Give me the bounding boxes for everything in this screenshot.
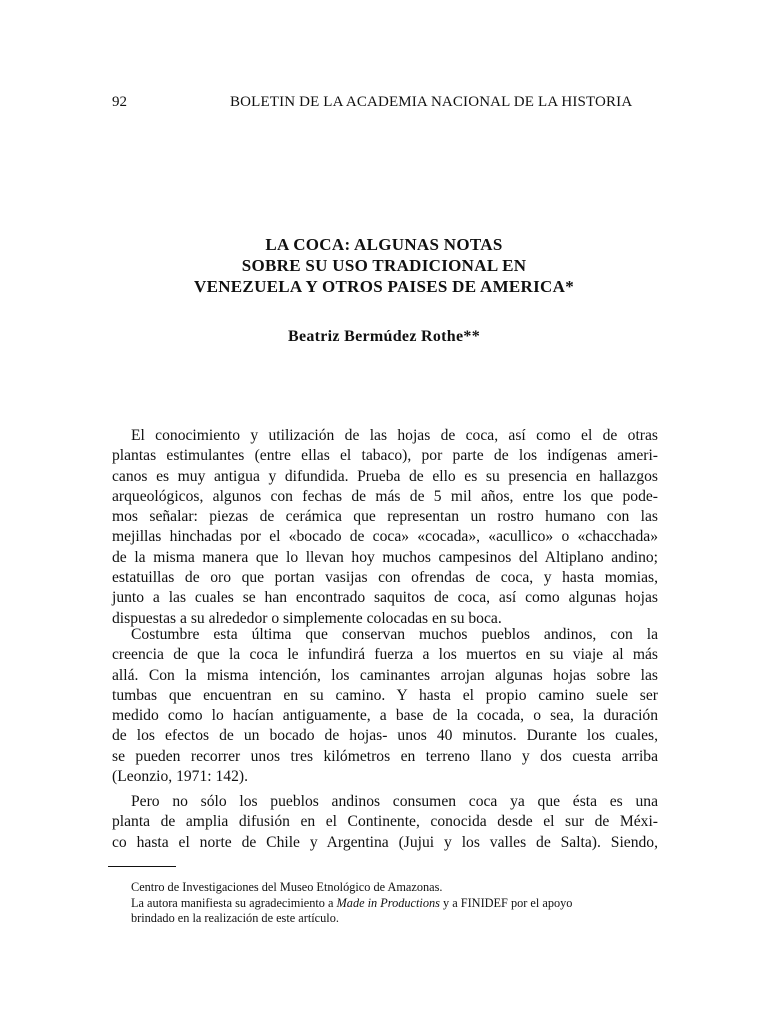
footnote-italic-name: Made in Productions [336,895,440,910]
text-line: mos señalar: piezas de cerámica que representan un rostro humano con las [112,508,658,526]
page-header [0,94,768,116]
page-number: 92 [112,94,127,110]
text-line: co hasta el norte de Chile y Argentina (Jujui y los valles de Salta). Siendo, [112,833,658,851]
title-line: VENEZUELA Y OTROS PAISES DE AMERICA* [194,277,574,296]
paragraph-1 [112,426,658,629]
text-line: tumbas que encuentran en su camino. Y hasta el propio camino suele ser [112,686,658,704]
text-line: allá. Con la misma intención, los caminantes arrojan algunas hojas sobre las [112,666,658,684]
footnote-divider [108,866,176,867]
text-line: Costumbre esta última que conservan muchos pueblos andinos, con la [131,626,658,643]
text-line: plantas estimulantes (entre ellas el tabaco), por parte de los indígenas ameri- [112,447,658,465]
article-title [0,234,768,297]
text-line: dispuestas a su alrededor o simplemente colocadas en su boca. [112,609,502,627]
text-line: arqueológicos, algunos con fechas de más de 5 mil años, entre los que pode- [112,487,658,505]
footnote-text: La autora manifiesta su agradecimiento a [131,895,337,910]
paragraph-2 [112,625,658,787]
text-line: se pueden recorrer unos tres kilómetros en terreno llano y dos cuesta arriba [112,747,658,765]
text-line: medido como lo hacían antiguamente, a base de la cocada, o sea, la duración [112,707,658,725]
text-line: Pero no sólo los pueblos andinos consumen coca ya que ésta es una [131,793,658,810]
title-line: LA COCA: ALGUNAS NOTAS [265,235,503,254]
text-line: El conocimiento y utilización de las hojas de coca, así como el de otras [131,427,658,444]
footnotes [131,880,691,927]
text-line: planta de amplia difusión en el Continente, conocida desde el sur de Méxi- [112,813,658,831]
text-line: junto a las cuales se han encontrado saquitos de coca, así como algunas hojas [112,589,658,607]
running-head: BOLETIN DE LA ACADEMIA NACIONAL DE LA HISTORIA [230,94,633,110]
text-line: creencia de que la coca le infundirá fuerza a los muertos en su viaje al más [112,646,658,664]
text-line: de la misma manera que lo llevan hoy muchos campesinos del Altiplano andino; [112,548,658,566]
footnote-text: y a FINIDEF por el apoyo [439,895,573,910]
paragraph-3 [112,792,658,853]
footnote-acknowledgement-cont: brindado en la realización de este artículo. [131,911,339,925]
text-line: de los efectos de un bocado de hojas- unos 40 minutos. Durante los cuales, [112,727,658,745]
text-line: (Leonzio, 1971: 142). [112,768,248,786]
text-line: canos es muy antigua y difundida. Prueba de ello es su presencia en hallazgos [112,467,658,485]
footnote-acknowledgement [131,896,691,912]
text-line: mejillas hinchadas por el «bocado de coca» «cocada», «acullico» o «chacchada» [112,528,658,546]
text-line: estatuillas de oro que portan vasijas con ofrendas de coca, y hasta momias, [112,569,658,587]
article-author: Beatriz Bermúdez Rothe** [287,328,481,345]
title-line: SOBRE SU USO TRADICIONAL EN [241,256,527,275]
footnote-affiliation: Centro de Investigaciones del Museo Etnológico de Amazonas. [131,880,443,894]
